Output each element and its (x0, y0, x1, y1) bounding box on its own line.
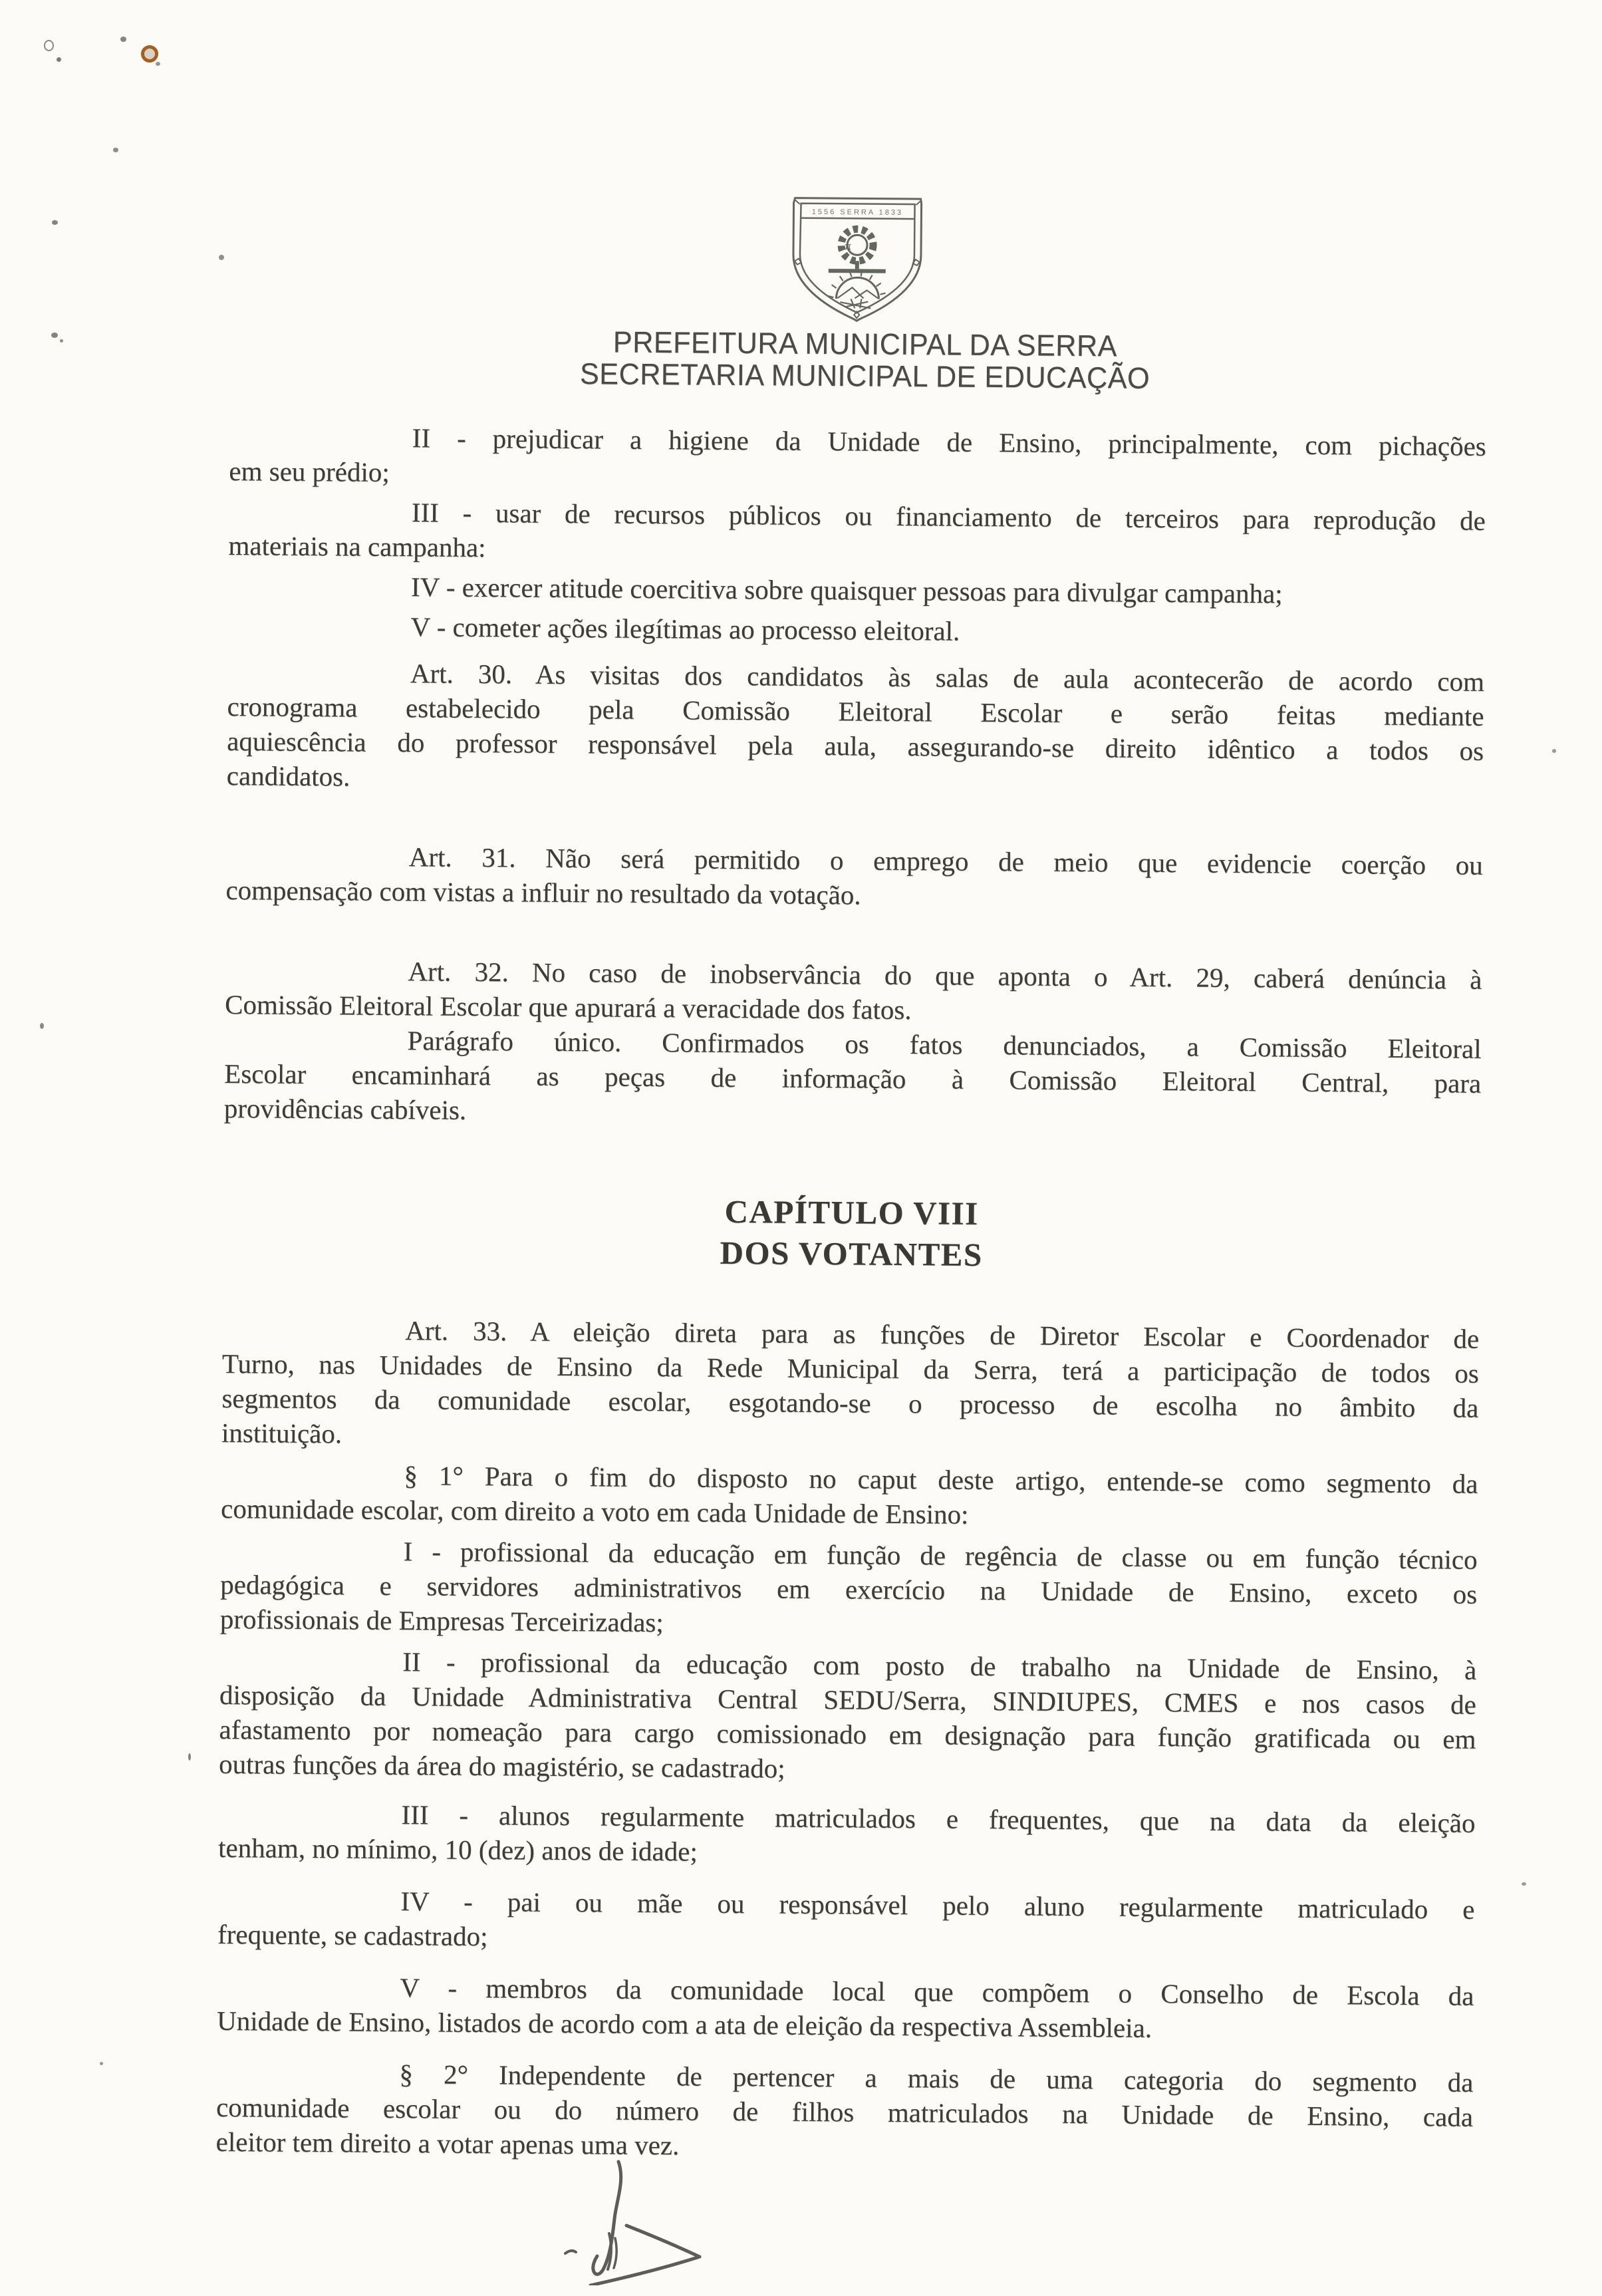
document-line: Comissão Eleitoral Escolar que apurará a veracidade dos fatos. (224, 988, 912, 1026)
scan-speck (57, 57, 61, 62)
document-line: candidatos. (226, 760, 350, 792)
scan-speck (120, 37, 126, 42)
paragraph-item-v-art33 (217, 1969, 1474, 2048)
pen-mark-annotation (552, 2155, 725, 2285)
chapter-title: DOS VOTANTES (720, 1234, 983, 1273)
scan-speck (156, 62, 160, 66)
document-line: Turno, nas Unidades de Ensino da Rede Municipal da Serra, terá a participação de todos os (221, 1348, 1479, 1389)
document-line: frequente, se cadastrado; (217, 1918, 488, 1952)
scan-speck (141, 45, 158, 63)
scan-speck (100, 2062, 103, 2065)
document-line: providências cabíveis. (223, 1092, 467, 1125)
letterhead (261, 323, 1468, 396)
scan-speck (219, 255, 224, 260)
document-line: comunidade escolar ou do número de filhos matriculados na Unidade de Ensino, cada (215, 2091, 1474, 2132)
paragraph-item-ii-art29 (229, 419, 1486, 498)
document-line: Art. 30. As visitas dos candidatos às salas de aula acontecerão de acordo com (410, 658, 1485, 697)
paragraph-art30 (227, 654, 1485, 803)
paragraph-item-v-art29 (227, 608, 1484, 652)
institution-name: PREFEITURA MUNICIPAL DA SERRA (612, 325, 1118, 363)
municipal-crest (785, 194, 930, 325)
document-line: comunidade escolar, com direito a voto em cada Unidade de Ensino: (220, 1493, 969, 1530)
document-line: II - profissional da educação com posto de trabalho na Unidade de Ensino, à (402, 1646, 1477, 1685)
crest-band-text: 1556 SERRA 1833 (811, 208, 904, 217)
crest-gear-glyph: π (844, 241, 852, 253)
scan-speck (52, 220, 58, 225)
document-line: tenham, no mínimo, 10 (dez) anos de idade; (217, 1832, 698, 1867)
document-line: outras funções da área do magistério, se cadastrado; (218, 1748, 785, 1784)
paragraph-item-iv-art33 (217, 1882, 1475, 1961)
paragraph-art32-paragrafo-unico (224, 1022, 1482, 1135)
scan-speck (113, 148, 118, 152)
paragraph-item-iii-art33 (218, 1796, 1476, 1875)
document-line: instituição. (221, 1417, 342, 1449)
document-line: profissionais de Empresas Terceirizadas; (219, 1603, 664, 1638)
document-line: afastamento por nomeação para cargo comissionado em designação para função gratificada ou em (219, 1713, 1476, 1755)
document-line: III - alunos regularmente matriculados e frequentes, que na data da eleição (401, 1799, 1476, 1838)
document-line: Unidade de Ensino, listados de acordo com a ata de eleição da respectiva Assembleia. (216, 2005, 1152, 2043)
document-line: disposição da Unidade Administrativa Central SEDU/Serra, SINDIUPES, CMES e nos casos de (219, 1679, 1477, 1720)
paragraph-art31 (225, 838, 1483, 917)
paragraph-art33-par2 (215, 2055, 1473, 2169)
scan-speck (51, 333, 58, 338)
scan-speck (1522, 1882, 1526, 1886)
paragraph-item-iv-art29 (228, 568, 1485, 613)
chapter-number: CAPÍTULO VIII (724, 1193, 979, 1232)
chapter-heading (223, 1187, 1480, 1280)
document-line: III - usar de recursos públicos ou financiamento de terceiros para reprodução de (411, 497, 1486, 536)
document-line: Art. 31. Não será permitido o emprego de meio que evidencie coerção ou (408, 841, 1483, 881)
document-line: IV - exercer atitude coercitiva sobre quaisquer pessoas para divulgar campanha; (410, 571, 1283, 609)
document-line: aquiescência do professor responsável pela aula, assegurando-se direito idêntico a todos os (227, 725, 1484, 766)
paragraph-art32 (225, 952, 1482, 1032)
paragraph-item-iii-art29 (228, 494, 1486, 573)
paragraph-item-ii-art33 (219, 1643, 1477, 1791)
scan-speck (1552, 749, 1556, 753)
scan-speck (188, 1753, 191, 1761)
document-line: em seu prédio; (229, 455, 390, 488)
document-line: segmentos da comunidade escolar, esgotando-se o processo de escolha no âmbito da (221, 1382, 1479, 1423)
document-line: § 1° Para o fim do disposto no caput deste artigo, entende-se como segmento da (404, 1460, 1478, 1499)
document-line: Art. 32. No caso de inobservância do que aponta o Art. 29, caberá denúncia à (408, 956, 1482, 995)
document-line: compensação com vistas a influir no resultado da votação. (225, 874, 861, 911)
document-line: Parágrafo único. Confirmados os fatos denunciados, a Comissão Eleitoral (407, 1025, 1482, 1064)
document-line: § 2° Independente de pertencer a mais de uma categoria do segmento da (399, 2059, 1474, 2098)
document-line: cronograma estabelecido pela Comissão Eleitoral Escolar e serão feitas mediante (227, 690, 1484, 732)
document-line: materiais na campanha: (228, 529, 486, 563)
scan-speck (44, 40, 54, 51)
paragraph-art33 (221, 1312, 1480, 1460)
scan-speck (40, 1023, 44, 1029)
document-line: II - prejudicar a higiene da Unidade de Ensino, principalmente, com pichações (412, 422, 1486, 462)
document-line: pedagógica e servidores administrativos em exercício na Unidade de Ensino, exceto os (220, 1568, 1478, 1610)
document-line: Escolar encaminhará as peças de informação à Comissão Eleitoral Central, para (224, 1058, 1482, 1099)
document-body (215, 419, 1486, 2169)
paragraph-art33-par1 (221, 1457, 1478, 1536)
document-line: V - cometer ações ilegítimas ao processo eleitoral. (410, 611, 960, 646)
scan-speck (60, 339, 63, 343)
document-line: eleitor tem direito a votar apenas uma vez. (215, 2126, 680, 2161)
document-line: Art. 33. A eleição direta para as funções de Diretor Escolar e Coordenador de (405, 1315, 1480, 1354)
serra-coat-of-arms-icon (785, 194, 930, 325)
paragraph-item-i-art33 (220, 1532, 1478, 1646)
document-line: I - profissional da educação em função de regência de classe ou em função técnico (403, 1536, 1478, 1575)
document-line: V - membros da comunidade local que compõem o Conselho de Escola da (400, 1972, 1474, 2011)
document-line: IV - pai ou mãe ou responsável pelo aluno regularmente matriculado e (400, 1886, 1475, 1925)
department-name: SECRETARIA MUNICIPAL DE EDUCAÇÃO (579, 357, 1150, 395)
